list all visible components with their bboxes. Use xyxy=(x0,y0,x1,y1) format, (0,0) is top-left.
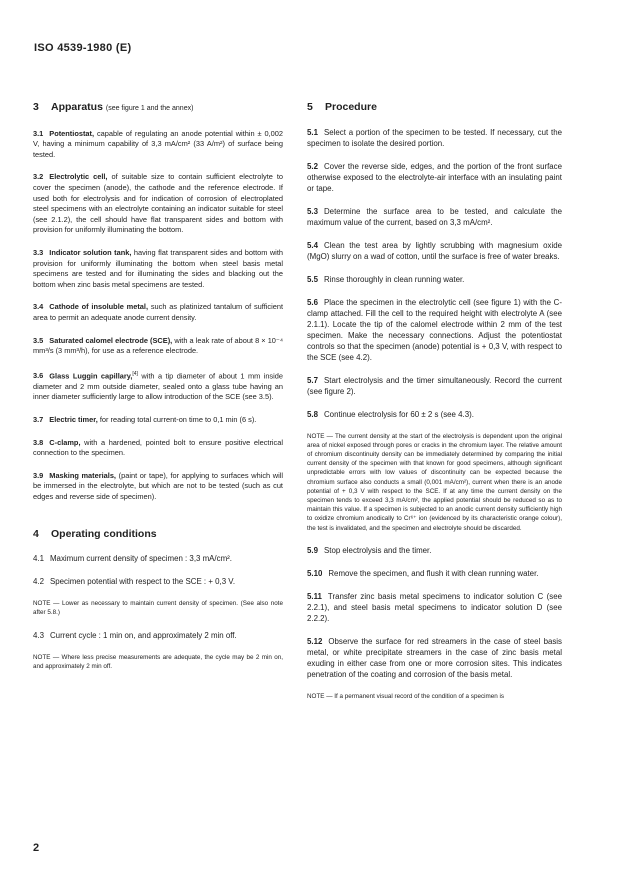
note-5-12: NOTE — If a permanent visual record of the condition of a specimen is xyxy=(307,692,505,700)
section-5-heading: 5 Procedure xyxy=(307,101,377,113)
left-column xyxy=(33,100,283,683)
clause-5-2: 5.2 Cover the reverse side, edges, and the portion of the front surface otherwise exposed to the electrolyte-air interface with an insulating paint or tape. xyxy=(307,161,562,193)
clause-4-3: 4.3 Current cycle : 1 min on, and approximately 2 min off. xyxy=(33,630,237,640)
section-4-heading: 4 Operating conditions xyxy=(33,527,157,540)
note-5-8: NOTE — The current density at the start of the electrolysis is dependent upon the original area of nickel exposed through pores or cracks in the chromium layer. The relative amount of chromium discontinuity density can be immediately determined by comparing the initial current density of the specimen with that known for good specimens, although significant unpredictable errors with low values of discontinuity can be expected because the chromium surface also conducts a small (0,001 mA/cm²), current when there is an anode potential of + 0,3 V with respect to the SCE. If at any time the current density on the specimen tends to exceed 3,3 mA/cm², the applied potential should be reduced so as to maintain this value. If a specimen is subjected to an anodic current density sufficiently high to oxidize chromium anodically to Cr⁶⁺ ion (evidenced by its characteristic orange colour), the test is invalidated, and the specimen and electrolyte should be discarded. xyxy=(307,432,562,532)
clause-3-6: 3.6 Glass Luggin capillary,[4] with a tip diameter of about 1 mm inside diameter and 2 mm outside diameter, sealed onto a glass tube having an inner diameter sufficiently large to allow introduction of the SCE (see 3.5). xyxy=(33,370,283,402)
right-column xyxy=(307,100,562,713)
page-number: 2 xyxy=(33,842,40,854)
clause-5-5: 5.5 Rinse thoroughly in clean running water. xyxy=(307,274,465,284)
clause-5-8: 5.8 Continue electrolysis for 60 ± 2 s (see 4.3). xyxy=(307,409,474,419)
clause-3-2: 3.2 Electrolytic cell, of suitable size to contain sufficient electrolyte to cover the specimen (anode), the cathode and the reference electrode. If used both for electrolysis and for indication of corrosion of electroplated steel specimens with an electrolyte containing an indicator suitable for steel (see 2.1.2), the cell should have flat transparent sides and bottom with provision for uniformly illuminating the bottom. xyxy=(33,172,284,235)
clause-3-1: 3.1 Potentiostat, capable of regulating an anode potential within ± 0,002 V, having a minimum capability of 3,3 mA/cm² (33 A/m²) of surface being tested. xyxy=(33,128,283,159)
clause-3-3: 3.3 Indicator solution tank, having flat transparent sides and bottom with provision for uniformly illuminating the bottom when steel basis metal specimens are tested and for illuminating the sides and blacking out the bottom when zinc basis metal specimens are tested. xyxy=(33,247,283,289)
note-4-3: NOTE — Where less precise measurements are adequate, the cycle may be 2 min on, and approximately 2 min off. xyxy=(33,653,283,670)
clause-5-4: 5.4 Clean the test area by lightly scrubbing with magnesium oxide (MgO) slurry on a wad of cotton, until the surface is free of water breaks. xyxy=(307,240,562,261)
note-4-2: NOTE — Lower as necessary to maintain current density of specimen. (See also note after 5.8.) xyxy=(33,600,283,617)
document-header: ISO 4539-1980 (E) xyxy=(34,42,132,54)
clause-3-9: 3.9 Masking materials, (paint or tape), for applying to surfaces which will be immersed in the electrolyte, but which are not to be tested (such as cut edges and reverse side of specimen). xyxy=(33,470,284,501)
clause-3-4: 3.4 Cathode of insoluble metal, such as platinized tantalum of sufficient area to permit an adequate anode current density. xyxy=(33,302,284,322)
clause-4-2: 4.2 Specimen potential with respect to the SCE : + 0,3 V. xyxy=(33,577,236,587)
clause-3-5: 3.5 Saturated calomel electrode (SCE), with a leak rate of about 8 × 10⁻⁴ mm³/s (3 mm³/h), for use as a reference electrode. xyxy=(33,335,283,356)
clause-5-11: 5.11 Transfer zinc basis metal specimens to indicator solution C (see 2.2.1), and steel basis metal specimens to indicator solution D (see 2.2.2). xyxy=(307,591,562,623)
clause-5-1: 5.1 Select a portion of the specimen to be tested. If necessary, cut the specimen to isolate the desired portion. xyxy=(307,127,562,148)
clause-3-8: 3.8 C-clamp, with a hardened, pointed bolt to ensure positive electrical connection to the specimen. xyxy=(33,437,283,458)
footnote-ref: [4] xyxy=(132,370,138,377)
clause-5-9: 5.9 Stop electrolysis and the timer. xyxy=(307,545,432,555)
section-3-heading: 3 Apparatus (see figure 1 and the annex) xyxy=(33,101,194,113)
clause-5-3: 5.3 Determine the surface area to be tested, and calculate the maximum value of the current, based on 3,3 mA/cm². xyxy=(307,206,562,227)
clause-5-12: 5.12 Observe the surface for red streamers in the case of steel basis metal, or white precipitate streamers in the case of zinc basis metal exuding in either case from one or more corrosion sites. This indicates penetration of the coating and corrosion of the basis metal. xyxy=(307,636,562,679)
clause-5-7: 5.7 Start electrolysis and the timer simultaneously. Record the current (see figure 2). xyxy=(307,375,562,396)
clause-3-7: 3.7 Electric timer, for reading total current-on time to 0,1 min (6 s). xyxy=(33,414,257,424)
clause-4-1: 4.1 Maximum current density of specimen : 3,3 mA/cm². xyxy=(33,554,232,564)
clause-5-10: 5.10 Remove the specimen, and flush it with clean running water. xyxy=(307,568,539,578)
clause-5-6: 5.6 Place the specimen in the electrolytic cell (see figure 1) with the C-clamp attached. Fill the cell to the required height with electrolyte A (see 2.1.1). Locate the tip of the calomel electrode within 2 mm of the test specimen. Make the necessary connections. Adjust the potentiostat controls so that the specimen (anode) potential is + 0,3 V, with respect to the SCE (see 4.2). xyxy=(307,297,562,362)
